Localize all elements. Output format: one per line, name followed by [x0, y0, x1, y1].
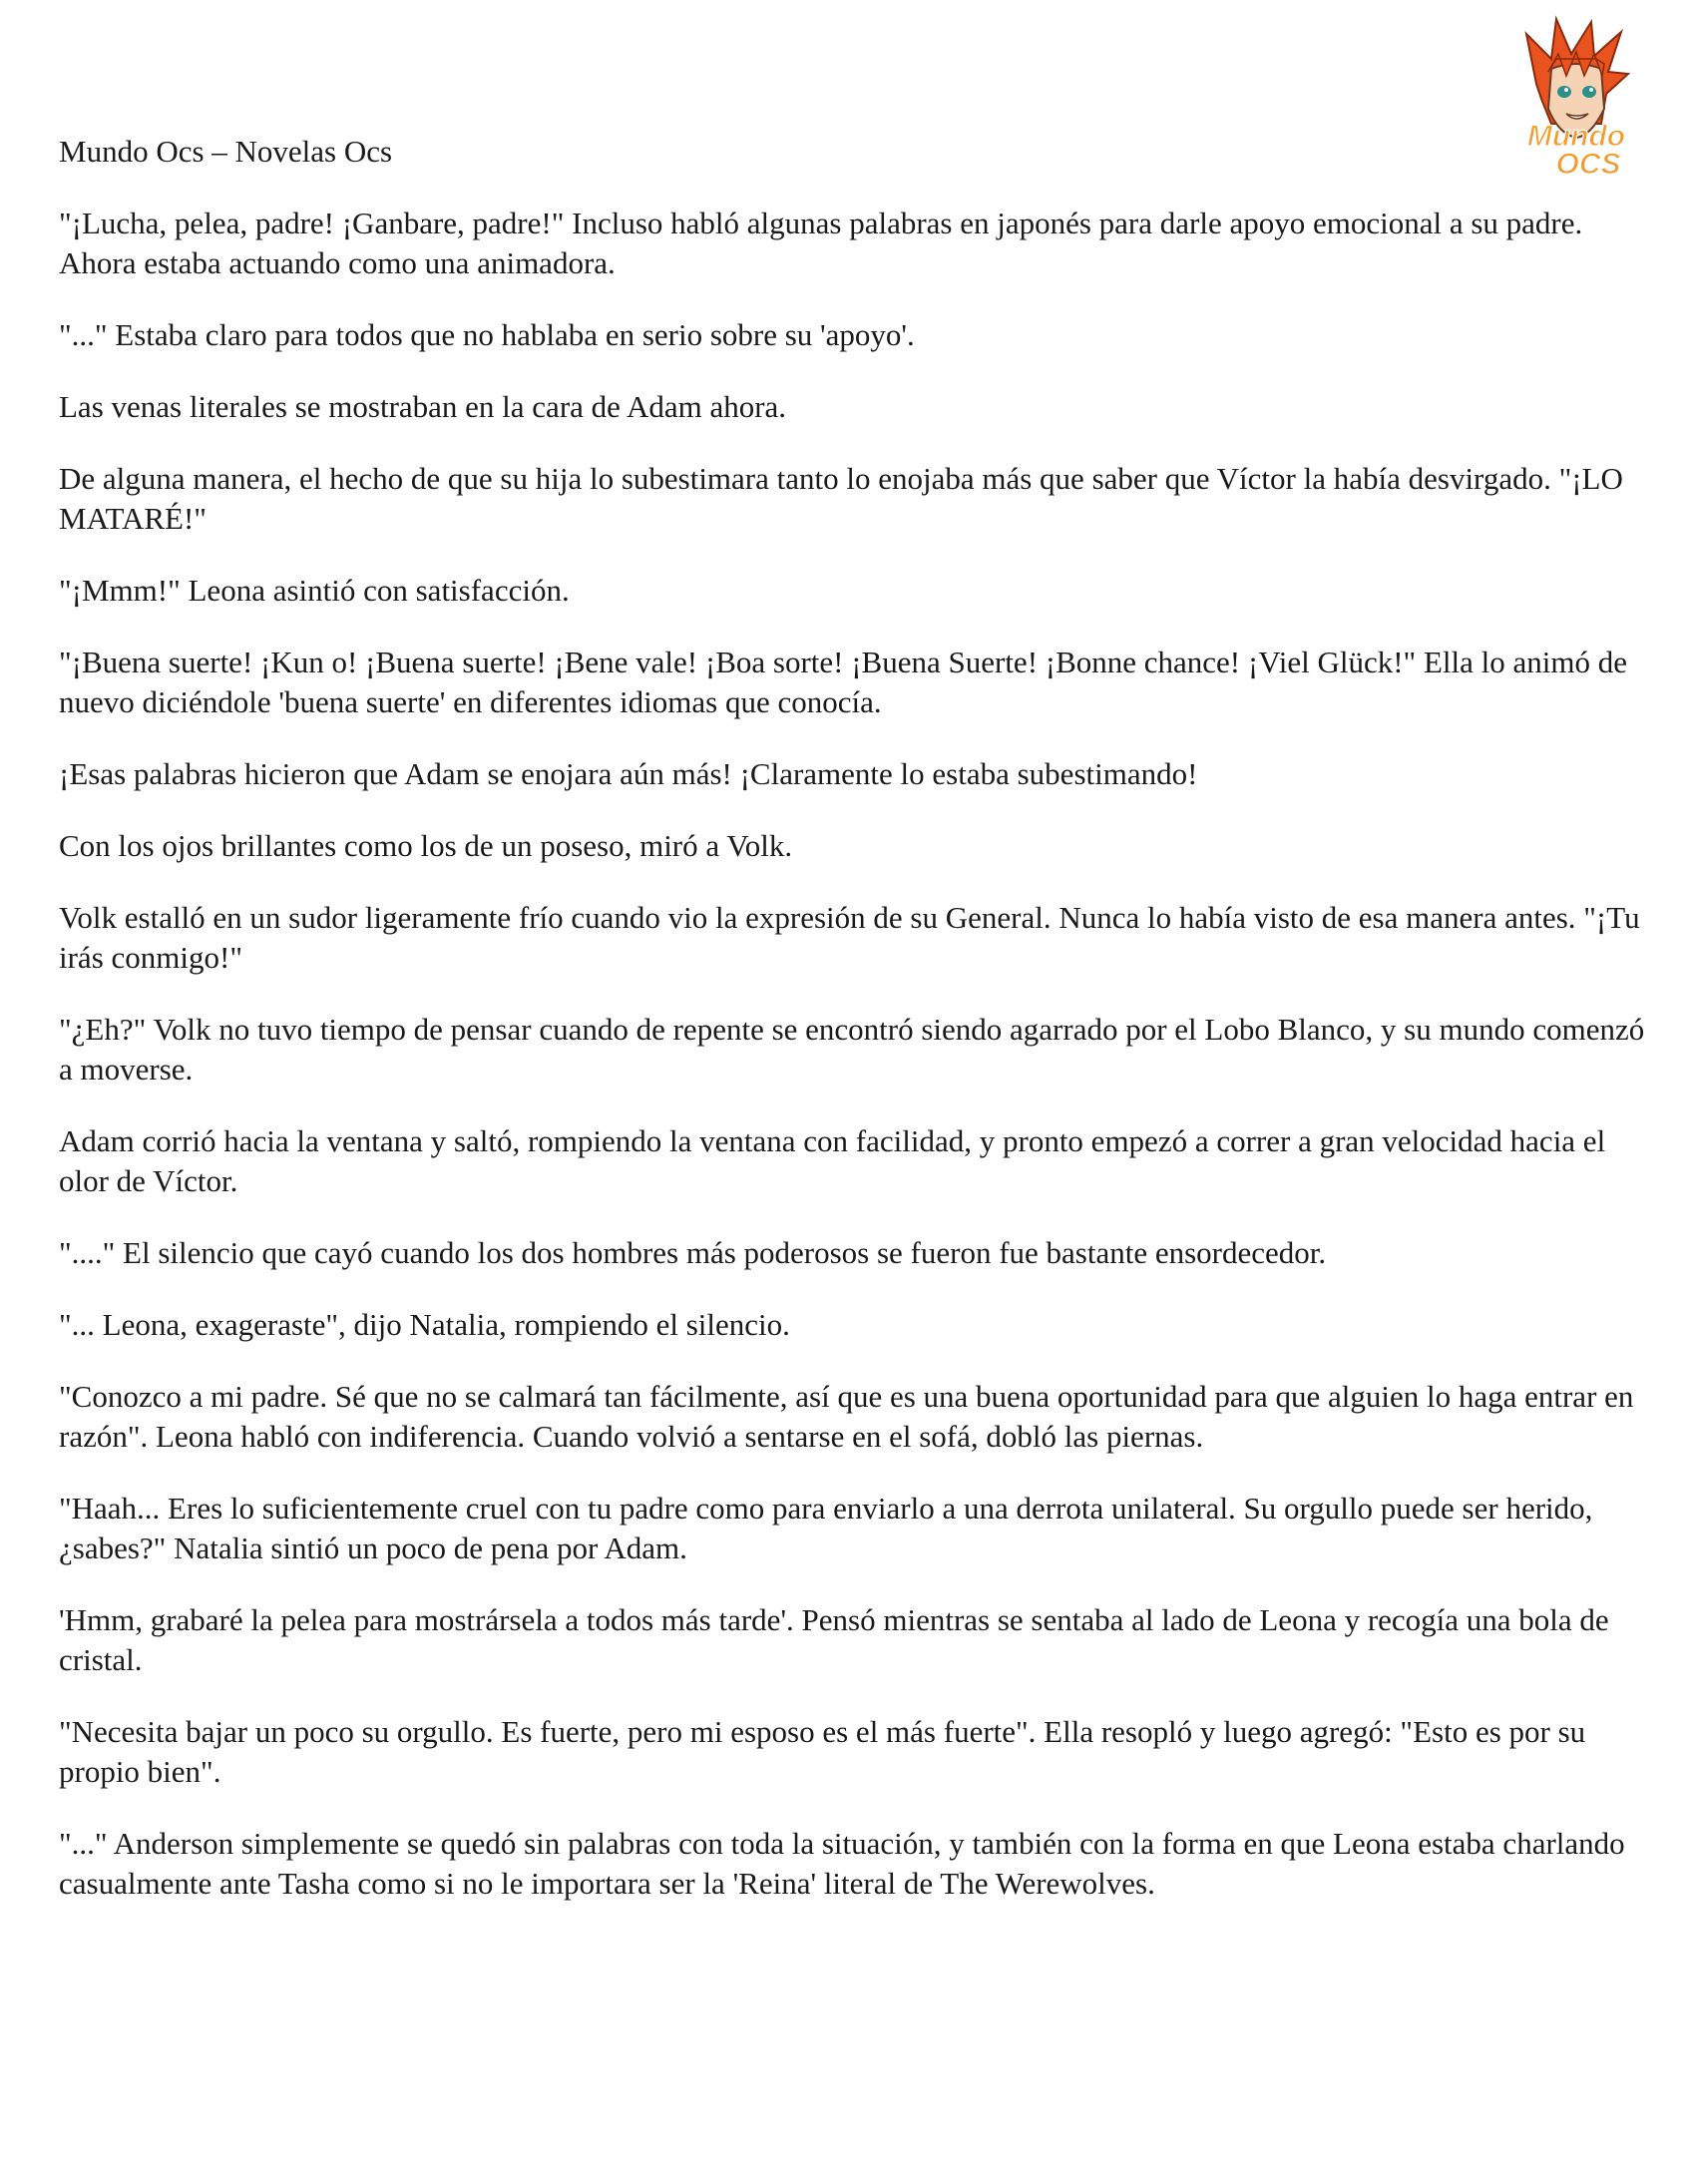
- paragraph: "¡Mmm!" Leona asintió con satisfacción.: [59, 573, 570, 608]
- paragraph: "...." El silencio que cayó cuando los dos hombres más poderosos se fueron fue bastante ensordecedor.: [59, 1235, 1327, 1270]
- page-header: Mundo Ocs – Novelas Ocs: [59, 134, 393, 169]
- paragraph: ¡Esas palabras hicieron que Adam se enojara aún más! ¡Claramente lo estaba subestimando!: [59, 756, 1198, 791]
- document-body: [59, 204, 1655, 1936]
- paragraph: Las venas literales se mostraban en la cara de Adam ahora.: [59, 389, 787, 424]
- paragraph: Adam corrió hacia la ventana y saltó, rompiendo la ventana con facilidad, y pronto empezó a correr a gran velocidad hacia el olor de Víctor.: [59, 1123, 1606, 1198]
- paragraph: "Conozco a mi padre. Sé que no se calmará tan fácilmente, así que es una buena oportunidad para que alguien lo haga entrar en razón". Leona habló con indiferencia. Cuando volvió a sentarse en el sofá, dobló las piernas.: [59, 1379, 1634, 1454]
- anime-character-logo-icon: [1496, 14, 1656, 179]
- paragraph: "... Leona, exageraste", dijo Natalia, rompiendo el silencio.: [59, 1307, 790, 1342]
- paragraph: "..." Estaba claro para todos que no hablaba en serio sobre su 'apoyo'.: [59, 317, 915, 352]
- paragraph: Volk estalló en un sudor ligeramente frío cuando vio la expresión de su General. Nunca lo había visto de esa manera antes. "¡Tu irás conmigo!": [59, 900, 1640, 975]
- paragraph: "¡Lucha, pelea, padre! ¡Ganbare, padre!" Incluso habló algunas palabras en japonés para darle apoyo emocional a su padre. Ahora estaba actuando como una animadora.: [59, 206, 1583, 280]
- paragraph: "..." Anderson simplemente se quedó sin palabras con toda la situación, y también con la forma en que Leona estaba charlando casualmente ante Tasha como si no le importara ser la 'Reina' literal de The Werewolves.: [59, 1826, 1625, 1901]
- paragraph: "Necesita bajar un poco su orgullo. Es fuerte, pero mi esposo es el más fuerte". Ella resopló y luego agregó: "Esto es por su propio bien".: [59, 1714, 1586, 1789]
- paragraph: "¡Buena suerte! ¡Kun o! ¡Buena suerte! ¡Bene vale! ¡Boa sorte! ¡Buena Suerte! ¡Bonne chance! ¡Viel Glück!" Ella lo animó de nuevo diciéndole 'buena suerte' en diferentes idiomas que conocía.: [59, 645, 1627, 719]
- paragraph: De alguna manera, el hecho de que su hija lo subestimara tanto lo enojaba más que saber que Víctor la había desvirgado. "¡LO MATARÉ!": [59, 461, 1623, 536]
- mundo-ocs-logo: [1496, 14, 1656, 179]
- logo-text-top: Mundo: [1526, 120, 1626, 153]
- paragraph: "Haah... Eres lo suficientemente cruel con tu padre como para enviarlo a una derrota unilateral. Su orgullo puede ser herido, ¿sabes?" Natalia sintió un poco de pena por Adam.: [59, 1491, 1593, 1565]
- paragraph: "¿Eh?" Volk no tuvo tiempo de pensar cuando de repente se encontró siendo agarrado por el Lobo Blanco, y su mundo comenzó a moverse.: [59, 1012, 1645, 1087]
- paragraph: Con los ojos brillantes como los de un poseso, miró a Volk.: [59, 828, 793, 863]
- paragraph: 'Hmm, grabaré la pelea para mostrársela a todos más tarde'. Pensó mientras se sentaba al lado de Leona y recogía una bola de cristal.: [59, 1602, 1609, 1677]
- logo-text-bottom: OCS: [1555, 148, 1621, 179]
